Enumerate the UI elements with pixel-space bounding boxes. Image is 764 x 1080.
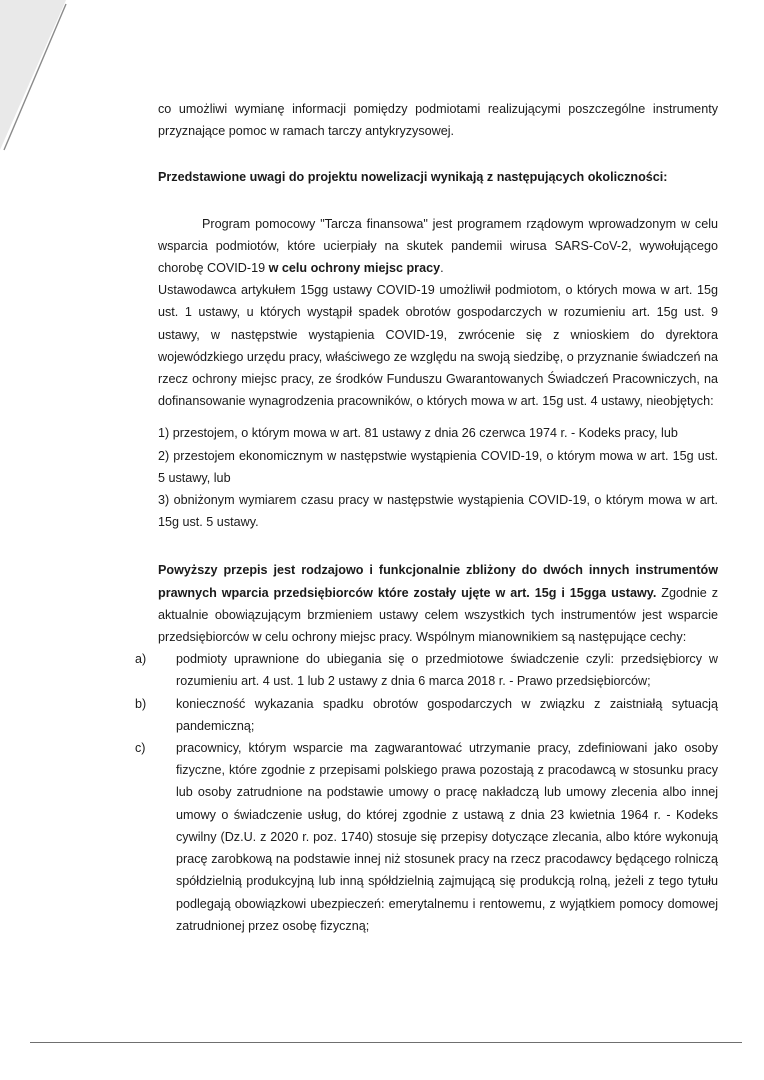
paragraph-program: [158, 213, 718, 280]
document-body: [135, 98, 719, 937]
program-emphasis: w celu ochrony miejsc pracy: [268, 261, 441, 276]
program-end: .: [440, 261, 444, 276]
summary-text: Zgodnie z aktualnie obowiązującym brzmieniem ustawy celem wszystkich tych instrumentów jest wsparcie przedsiębiorców w celu ochrony miejsc pracy. Wspólnym mianownikiem są następujące cechy:: [158, 585, 719, 645]
lettered-list: [135, 648, 718, 937]
paragraph-intro: co umożliwi wymianę informacji pomiędzy podmiotami realizującymi poszczególne instrumenty przyznające pomoc w ramach tarczy antykryzysowej.: [158, 102, 718, 139]
lettered-label-c: c): [135, 741, 146, 756]
footer-rule: [30, 1042, 742, 1043]
list-item-2: 2) przestojem ekonomicznym w następstwie wystąpienia COVID-19, o którym mowa w art. 15g ust. 5 ustawy, lub: [158, 448, 718, 485]
lettered-label-a: a): [135, 652, 147, 667]
lettered-text-a: podmioty uprawnione do ubiegania się o przedmiotowe świadczenie czyli: przedsiębiorcy w rozumieniu art. 4 ust. 1 lub 2 ustawy z dnia 6 marca 2018 r. - Prawo przedsiębiorców;: [176, 652, 718, 689]
numbered-list: [158, 422, 718, 533]
lettered-item-a: [135, 648, 718, 692]
lettered-item-c: [135, 737, 718, 937]
paragraph-summary: [158, 559, 718, 648]
summary-emphasis: Powyższy przepis jest rodzajowo i funkcjonalnie zbliżony do dwóch innych instrumentów prawnych wparcia przedsiębiorców które zostały ujęte w art. 15g i 15gga ustawy.: [158, 563, 718, 600]
lettered-text-c: pracownicy, którym wsparcie ma zagwarantować utrzymanie pracy, zdefiniowani jako osoby fizyczne, które zgodnie z przepisami polskiego prawa pozostają z pracodawcą w stosunku pracy lub osoby zatrudnione na podstawie umowy o pracę nakładczą lub umowy zlecenia albo innej umowy o świadczenie usług, do której zgodnie z ustawą z dnia 23 kwietnia 1964 r. - Kodeks cywilny (Dz.U. z 2020 r. poz. 1740) stosuje się przepisy dotyczące zlecania, albo które wykonują pracę zarobkową na podstawie innej niż stosunek pracy na rzecz pracodawcy będącego rolniczą spółdzielnią produkcyjną lub inną spółdzielnią zajmującą się produkcją rolną, jeżeli z tego tytułu podlegają obowiązkowi ubezpieczeń: emerytalnemu i rentowemu, z wyjątkiem pomocy domowej zatrudnionej przez osobę fizyczną;: [176, 741, 718, 933]
section-heading: Przedstawione uwagi do projektu nowelizacji wynikają z następujących okoliczności:: [158, 170, 668, 185]
list-item-3: 3) obniżonym wymiarem czasu pracy w następstwie wystąpienia COVID-19, o którym mowa w art. 15g ust. 5 ustawy.: [158, 493, 718, 530]
scan-edge-shadow: [0, 0, 90, 160]
lettered-label-b: b): [135, 696, 147, 711]
list-item-1: 1) przestojem, o którym mowa w art. 81 ustawy z dnia 26 czerwca 1974 r. - Kodeks pracy, lub: [158, 426, 678, 441]
paragraph-legislator: Ustawodawca artykułem 15gg ustawy COVID-19 umożliwił podmiotom, o których mowa w art. 15g ust. 1 ustawy, u których wystąpił spadek obrotów gospodarczych w rozumieniu art. 15g ust. 9 ustawy, w następstwie wystąpienia COVID-19, zwrócenie się z wnioskiem do dyrektora wojewódzkiego urzędu pracy, właściwego ze względu na swoją siedzibę, o przyznanie świadczeń na rzecz ochrony miejsc pracy, ze środków Funduszu Gwarantowanych Świadczeń Pracowniczych, na dofinansowanie wynagrodzenia pracowników, o których mowa w art. 15g ust. 4 ustawy, nieobjętych:: [158, 283, 718, 409]
program-text: Program pomocowy "Tarcza finansowa" jest programem rządowym wprowadzonym w celu wsparcia podmiotów, które ucierpiały na skutek pandemii wirusa SARS-CoV-2, wywołującego chorobę COVID-19: [158, 216, 718, 276]
lettered-item-b: [135, 693, 718, 737]
lettered-text-b: konieczność wykazania spadku obrotów gospodarczych w związku z zaistniałą sytuacją pandemiczną;: [176, 696, 718, 733]
